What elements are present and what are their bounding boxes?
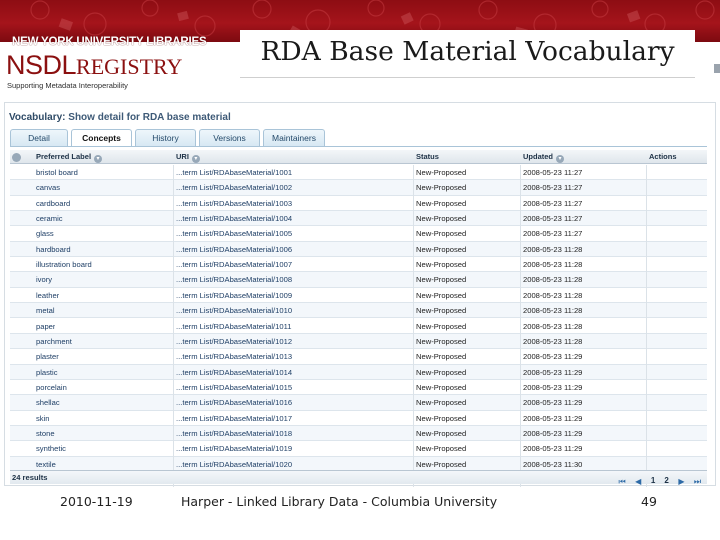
column-header-label: Updated <box>523 152 553 161</box>
concept-label[interactable]: metal <box>36 306 55 316</box>
column-header-label: URI <box>176 152 189 161</box>
concept-updated: 2008-05-23 11:29 <box>523 352 583 362</box>
concept-label[interactable]: ceramic <box>36 214 63 224</box>
concept-uri[interactable]: ...term List/RDAbaseMaterial/1001 <box>176 168 293 177</box>
table-footer <box>10 470 707 484</box>
table-row[interactable] <box>10 196 707 211</box>
concept-status: New-Proposed <box>416 290 467 300</box>
tab-detail[interactable]: Detail <box>10 129 68 146</box>
concept-uri[interactable]: ...term List/RDAbaseMaterial/1009 <box>176 290 293 300</box>
concept-updated: 2008-05-23 11:28 <box>523 275 583 285</box>
pager <box>617 471 703 485</box>
concept-uri[interactable]: ...term List/RDAbaseMaterial/1012 <box>176 336 293 346</box>
concept-uri[interactable]: ...term List/RDAbaseMaterial/1002 <box>176 183 293 193</box>
table-row[interactable] <box>10 334 707 349</box>
concept-label[interactable]: stone <box>36 428 55 438</box>
table-header <box>10 150 707 164</box>
table-row[interactable] <box>10 165 707 180</box>
concept-uri[interactable]: ...term List/RDAbaseMaterial/1003 <box>176 198 293 208</box>
concept-status: New-Proposed <box>416 382 467 392</box>
concept-label[interactable]: ivory <box>36 275 53 285</box>
page-link-1[interactable]: 1 <box>650 476 656 485</box>
tab-divider <box>10 146 707 147</box>
concept-updated: 2008-05-23 11:30 <box>523 459 583 469</box>
table-row[interactable] <box>10 211 707 226</box>
concept-uri[interactable]: ...term List/RDAbaseMaterial/1006 <box>176 244 293 254</box>
concept-updated: 2008-05-23 11:29 <box>523 444 583 454</box>
sort-icon[interactable]: ▾ <box>192 155 200 163</box>
concept-status: New-Proposed <box>416 275 467 285</box>
slide-title: RDA Base Material Vocabulary <box>260 36 675 67</box>
edge-marker <box>714 64 720 73</box>
tab-versions[interactable]: Versions <box>199 129 260 146</box>
concept-status: New-Proposed <box>416 459 467 469</box>
concept-label[interactable]: textile <box>36 459 56 469</box>
next-page-icon[interactable]: ▶ <box>678 477 685 486</box>
tab-concepts[interactable]: Concepts <box>71 129 132 147</box>
column-header-status[interactable]: Status <box>416 152 439 161</box>
concept-updated: 2008-05-23 11:27 <box>523 214 583 224</box>
column-header-updated[interactable] <box>523 150 564 164</box>
table-row[interactable] <box>10 288 707 303</box>
concept-uri[interactable]: ...term List/RDAbaseMaterial/1008 <box>176 275 293 285</box>
concept-updated: 2008-05-23 11:28 <box>523 336 583 346</box>
concept-label[interactable]: canvas <box>36 183 61 193</box>
concept-uri[interactable]: ...term List/RDAbaseMaterial/1018 <box>176 428 293 438</box>
concept-status: New-Proposed <box>416 244 467 254</box>
column-header-actions: Actions <box>649 152 677 161</box>
concept-status: New-Proposed <box>416 198 467 208</box>
last-page-icon[interactable]: ⏭ <box>693 477 702 486</box>
concept-uri[interactable]: ...term List/RDAbaseMaterial/1011 <box>176 321 292 331</box>
tab-maintainers[interactable]: Maintainers <box>263 129 325 146</box>
concept-uri[interactable]: ...term List/RDAbaseMaterial/1015 <box>176 382 293 392</box>
concept-updated: 2008-05-23 11:27 <box>523 198 583 208</box>
concept-label[interactable]: plaster <box>36 352 59 362</box>
concept-updated: 2008-05-23 11:27 <box>523 183 583 193</box>
concept-uri[interactable]: ...term List/RDAbaseMaterial/1013 <box>176 352 293 362</box>
concept-updated: 2008-05-23 11:29 <box>523 398 583 408</box>
concept-label[interactable]: illustration board <box>36 260 92 270</box>
table-row[interactable] <box>10 365 707 380</box>
concept-updated: 2008-05-23 11:29 <box>523 428 583 438</box>
concept-updated: 2008-05-23 11:27 <box>523 168 583 177</box>
concept-uri[interactable]: ...term List/RDAbaseMaterial/1007 <box>176 260 293 270</box>
table-row[interactable] <box>10 242 707 257</box>
results-count: 24 results <box>12 473 48 482</box>
concept-uri[interactable]: ...term List/RDAbaseMaterial/1017 <box>176 413 293 423</box>
table-row[interactable] <box>10 426 707 441</box>
concept-updated: 2008-05-23 11:29 <box>523 382 583 392</box>
table-row[interactable] <box>10 380 707 395</box>
logo-sub-text: REGISTRY <box>76 54 183 79</box>
concept-label[interactable]: plastic <box>36 367 58 377</box>
vocabulary-label: Vocabulary: <box>9 112 66 123</box>
concept-uri[interactable]: ...term List/RDAbaseMaterial/1005 <box>176 229 293 239</box>
column-separator <box>173 165 174 487</box>
concept-updated: 2008-05-23 11:28 <box>523 306 583 316</box>
institution-name: NEW YORK UNIVERSITY LIBRARIES <box>12 36 207 48</box>
table-row[interactable] <box>10 319 707 334</box>
column-separator <box>646 165 647 487</box>
concept-status: New-Proposed <box>416 336 467 346</box>
concept-label[interactable]: glass <box>36 229 54 239</box>
slide-footer-text: Harper - Linked Library Data - Columbia University <box>181 494 498 509</box>
header-banner <box>0 0 720 90</box>
concept-label[interactable]: synthetic <box>36 444 66 454</box>
concept-status: New-Proposed <box>416 321 467 331</box>
logo-main-text: NSDL <box>6 50 77 80</box>
sort-icon[interactable]: ▾ <box>94 155 102 163</box>
table-row[interactable] <box>10 411 707 426</box>
concept-status: New-Proposed <box>416 260 467 270</box>
concept-label[interactable]: bristol board <box>36 168 78 177</box>
slide-page-number: 49 <box>641 494 657 509</box>
concept-status: New-Proposed <box>416 229 467 239</box>
column-separator <box>520 165 521 487</box>
concept-label[interactable]: parchment <box>36 336 72 346</box>
page-link-2[interactable]: 2 <box>664 476 669 485</box>
concept-status: New-Proposed <box>416 428 467 438</box>
title-box <box>240 30 695 78</box>
registry-logo[interactable] <box>6 50 182 81</box>
select-all-icon[interactable] <box>12 153 21 162</box>
concept-uri[interactable]: ...term List/RDAbaseMaterial/1019 <box>176 444 293 454</box>
column-header-uri[interactable] <box>176 150 200 164</box>
concept-uri[interactable]: ...term List/RDAbaseMaterial/1004 <box>176 214 293 224</box>
column-separator <box>413 165 414 487</box>
table-row[interactable] <box>10 180 707 195</box>
vocabulary-heading-text: Show detail for RDA base material <box>68 112 231 123</box>
sort-icon[interactable]: ▾ <box>556 155 564 163</box>
concept-label[interactable]: shellac <box>36 398 60 408</box>
concept-status: New-Proposed <box>416 444 467 454</box>
concept-updated: 2008-05-23 11:27 <box>523 229 583 239</box>
concept-uri[interactable]: ...term List/RDAbaseMaterial/1020 <box>176 459 293 469</box>
concept-status: New-Proposed <box>416 214 467 224</box>
concept-updated: 2008-05-23 11:28 <box>523 290 583 300</box>
table-row[interactable] <box>10 257 707 272</box>
concept-uri[interactable]: ...term List/RDAbaseMaterial/1016 <box>176 398 293 408</box>
concept-updated: 2008-05-23 11:29 <box>523 367 583 377</box>
concept-status: New-Proposed <box>416 306 467 316</box>
concept-updated: 2008-05-23 11:29 <box>523 413 583 423</box>
concept-label[interactable]: skin <box>36 413 50 423</box>
concept-status: New-Proposed <box>416 367 467 377</box>
tab-history[interactable]: History <box>135 129 196 146</box>
column-header-label: Preferred Label <box>36 152 92 161</box>
concept-label[interactable]: hardboard <box>36 244 71 254</box>
concept-status: New-Proposed <box>416 352 467 362</box>
table-row[interactable] <box>10 395 707 410</box>
concept-label[interactable]: paper <box>36 321 56 331</box>
concept-updated: 2008-05-23 11:28 <box>523 244 583 254</box>
concept-updated: 2008-05-23 11:28 <box>523 260 583 270</box>
concept-status: New-Proposed <box>416 168 467 177</box>
concept-status: New-Proposed <box>416 413 467 423</box>
concept-label[interactable]: leather <box>36 290 60 300</box>
concept-label[interactable]: cardboard <box>36 198 71 208</box>
vocabulary-heading <box>9 112 231 123</box>
concept-label[interactable]: porcelain <box>36 382 67 392</box>
prev-page-icon[interactable]: ◀ <box>635 477 642 486</box>
first-page-icon[interactable]: ⏮ <box>618 477 626 486</box>
concept-uri[interactable]: ...term List/RDAbaseMaterial/1014 <box>176 367 293 377</box>
concept-status: New-Proposed <box>416 183 467 193</box>
table-row[interactable] <box>10 441 707 456</box>
concept-updated: 2008-05-23 11:28 <box>523 321 583 331</box>
slide-date: 2010-11-19 <box>60 494 133 509</box>
concept-uri[interactable]: ...term List/RDAbaseMaterial/1010 <box>176 306 293 316</box>
column-header-preferred-label[interactable] <box>36 150 102 164</box>
table-row[interactable] <box>10 303 707 318</box>
table-row[interactable] <box>10 272 707 287</box>
table-row[interactable] <box>10 226 707 241</box>
registry-tagline: Supporting Metadata Interoperability <box>7 81 128 90</box>
table-row[interactable] <box>10 349 707 364</box>
concept-status: New-Proposed <box>416 398 467 408</box>
